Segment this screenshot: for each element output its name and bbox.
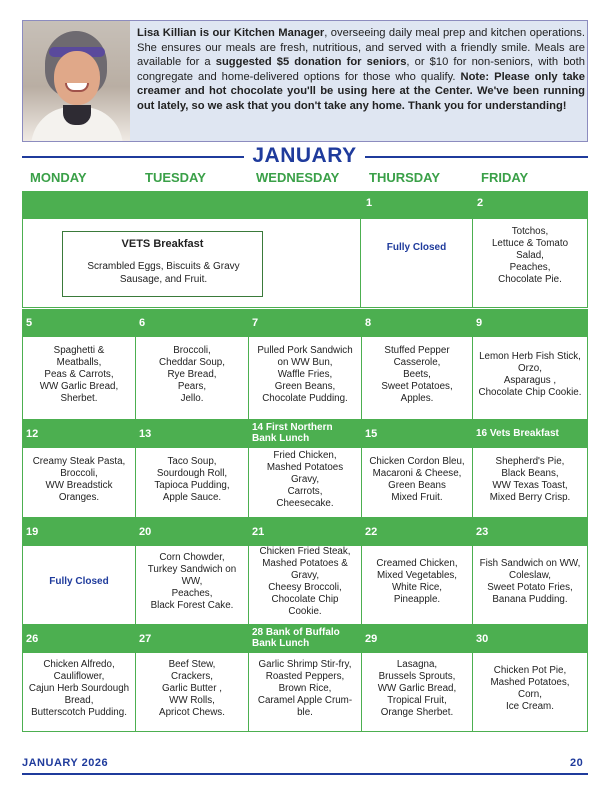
date-number: 13 <box>139 428 152 440</box>
day-friday: FRIDAY <box>481 170 529 185</box>
month-title: JANUARY <box>252 144 357 167</box>
date-number: 21 <box>252 526 265 538</box>
header-text-part: suggested $5 donation for seniors <box>215 56 407 69</box>
week-2-band <box>22 309 588 336</box>
menu-text: Broccoli, Cheddar Soup, Rye Bread, Pears, Jello. <box>159 345 225 404</box>
menu-text: Pulled Pork Sandwich on WW Bun, Waffle Fries, Green Beans, Chocolate Pudding. <box>257 345 353 404</box>
date-number: 6 <box>139 317 146 329</box>
header-text-part: , overseeing daily meal prep and kitchen operations. She ensures our meals are fresh, nutritious, and served with a friendly smile. Meals are available for a <box>137 27 585 69</box>
date-number: 1 <box>366 197 373 209</box>
page-number: 20 <box>570 757 584 769</box>
menu-text: Fish Sandwich on WW, Coleslaw, Sweet Potato Fries, Banana Pudding. <box>479 558 581 605</box>
date-number: 19 <box>26 526 39 538</box>
date-number: 7 <box>252 317 259 329</box>
header-text-part: Lisa Killian is our Kitchen Manager <box>137 27 325 39</box>
menu-text: Stuffed Pepper Casserole, Beets, Sweet Potatoes, Apples. <box>381 345 453 404</box>
menu-text: Garlic Shrimp Stir-fry, Roasted Peppers, Brown Rice, Caramel Apple Crum- ble. <box>257 659 353 718</box>
date-number: 15 <box>365 428 378 440</box>
footer-month: JANUARY 2026 <box>22 757 109 769</box>
footer-rule <box>22 773 588 775</box>
date-number: 8 <box>365 317 372 329</box>
date-number: 29 <box>365 633 378 645</box>
menu-text: Lasagna, Brussels Sprouts, WW Garlic Bread, Tropical Fruit, Orange Sherbet. <box>377 659 457 718</box>
menu-text: Lemon Herb Fish Stick, Orzo, Asparagus , Chocolate Chip Cookie. <box>478 351 582 398</box>
menu-text: Spaghetti & Meatballs, Peas & Carrots, WW Garlic Bread, Sherbet. <box>39 345 119 404</box>
kitchen-manager-box <box>22 20 588 142</box>
menu-text: Fried Chicken, Mashed Potatoes Gravy, Carrots, Cheesecake. <box>266 449 344 509</box>
menu-text: Shepherd's Pie, Black Beans, WW Texas Toast, Mixed Berry Crisp. <box>489 455 571 503</box>
menu-text: Totchos, Lettuce & Tomato Salad, Peaches, Chocolate Pie. <box>491 226 569 285</box>
menu-text: Corn Chowder, Turkey Sandwich on WW, Peaches, Black Forest Cake. <box>147 552 237 611</box>
date-number: 26 <box>26 633 39 645</box>
day-monday: MONDAY <box>30 170 87 185</box>
vets-breakfast-box <box>62 231 263 297</box>
menu-text: Creamed Chicken, Mixed Vegetables, White Rice, Pineapple. <box>376 558 458 605</box>
menu-text: Creamy Steak Pasta, Broccoli, WW Breadstick Oranges. <box>32 455 126 503</box>
week-1-band <box>22 191 588 218</box>
date-number: 12 <box>26 428 39 440</box>
kitchen-manager-photo <box>23 21 130 141</box>
date-number: 30 <box>476 633 489 645</box>
menu-text: Taco Soup, Sourdough Roll, Tapioca Pudding, Apple Sauce. <box>154 455 230 503</box>
closed-label: Fully Closed <box>49 576 109 587</box>
vets-breakfast-title: VETS Breakfast <box>121 238 204 250</box>
date-number: 9 <box>476 317 483 329</box>
closed-label: Fully Closed <box>386 242 447 253</box>
day-thursday: THURSDAY <box>369 170 441 185</box>
date-event-label: 14 First Northern Bank Lunch <box>252 422 333 444</box>
date-number: 20 <box>139 526 152 538</box>
header-text-part: , or $10 for non-seniors, with both congregate and home-delivered options for those who qualify. <box>137 56 585 83</box>
date-number: 27 <box>139 633 152 645</box>
date-number: 22 <box>365 526 378 538</box>
menu-text: Chicken Cordon Bleu, Macaroni & Cheese, Green Beans Mixed Fruit. <box>369 455 465 503</box>
kitchen-manager-text <box>137 26 585 114</box>
date-number: 2 <box>477 197 484 209</box>
date-event-label: 28 Bank of Buffalo Bank Lunch <box>252 627 340 649</box>
date-number: 5 <box>26 317 33 329</box>
date-number: 23 <box>476 526 489 538</box>
menu-text: Chicken Alfredo, Cauliflower, Cajun Herb Sourdough Bread, Butterscotch Pudding. <box>28 659 130 718</box>
date-event-label: 16 Vets Breakfast <box>476 428 559 439</box>
menu-text: Chicken Pot Pie, Mashed Potatoes, Corn, Ice Cream. <box>490 665 570 712</box>
menu-text: Beef Stew, Crackers, Garlic Butter , WW Rolls, Apricot Chews. <box>159 659 225 718</box>
header-text-part: Note: Please only take creamer and hot chocolate you'll be using here at the Center. We've been running out lately, so we ask that you don't take any home. Thank you for understanding! <box>137 70 585 112</box>
day-tuesday: TUESDAY <box>145 170 206 185</box>
vets-breakfast-menu: Scrambled Eggs, Biscuits & Gravy Sausage, and Fruit. <box>87 261 240 285</box>
menu-text: Chicken Fried Steak, Mashed Potatoes & Gravy, Cheesy Broccoli, Chocolate Chip Cookie. <box>259 546 351 617</box>
day-wednesday: WEDNESDAY <box>256 170 340 185</box>
week-4-band <box>22 518 588 545</box>
